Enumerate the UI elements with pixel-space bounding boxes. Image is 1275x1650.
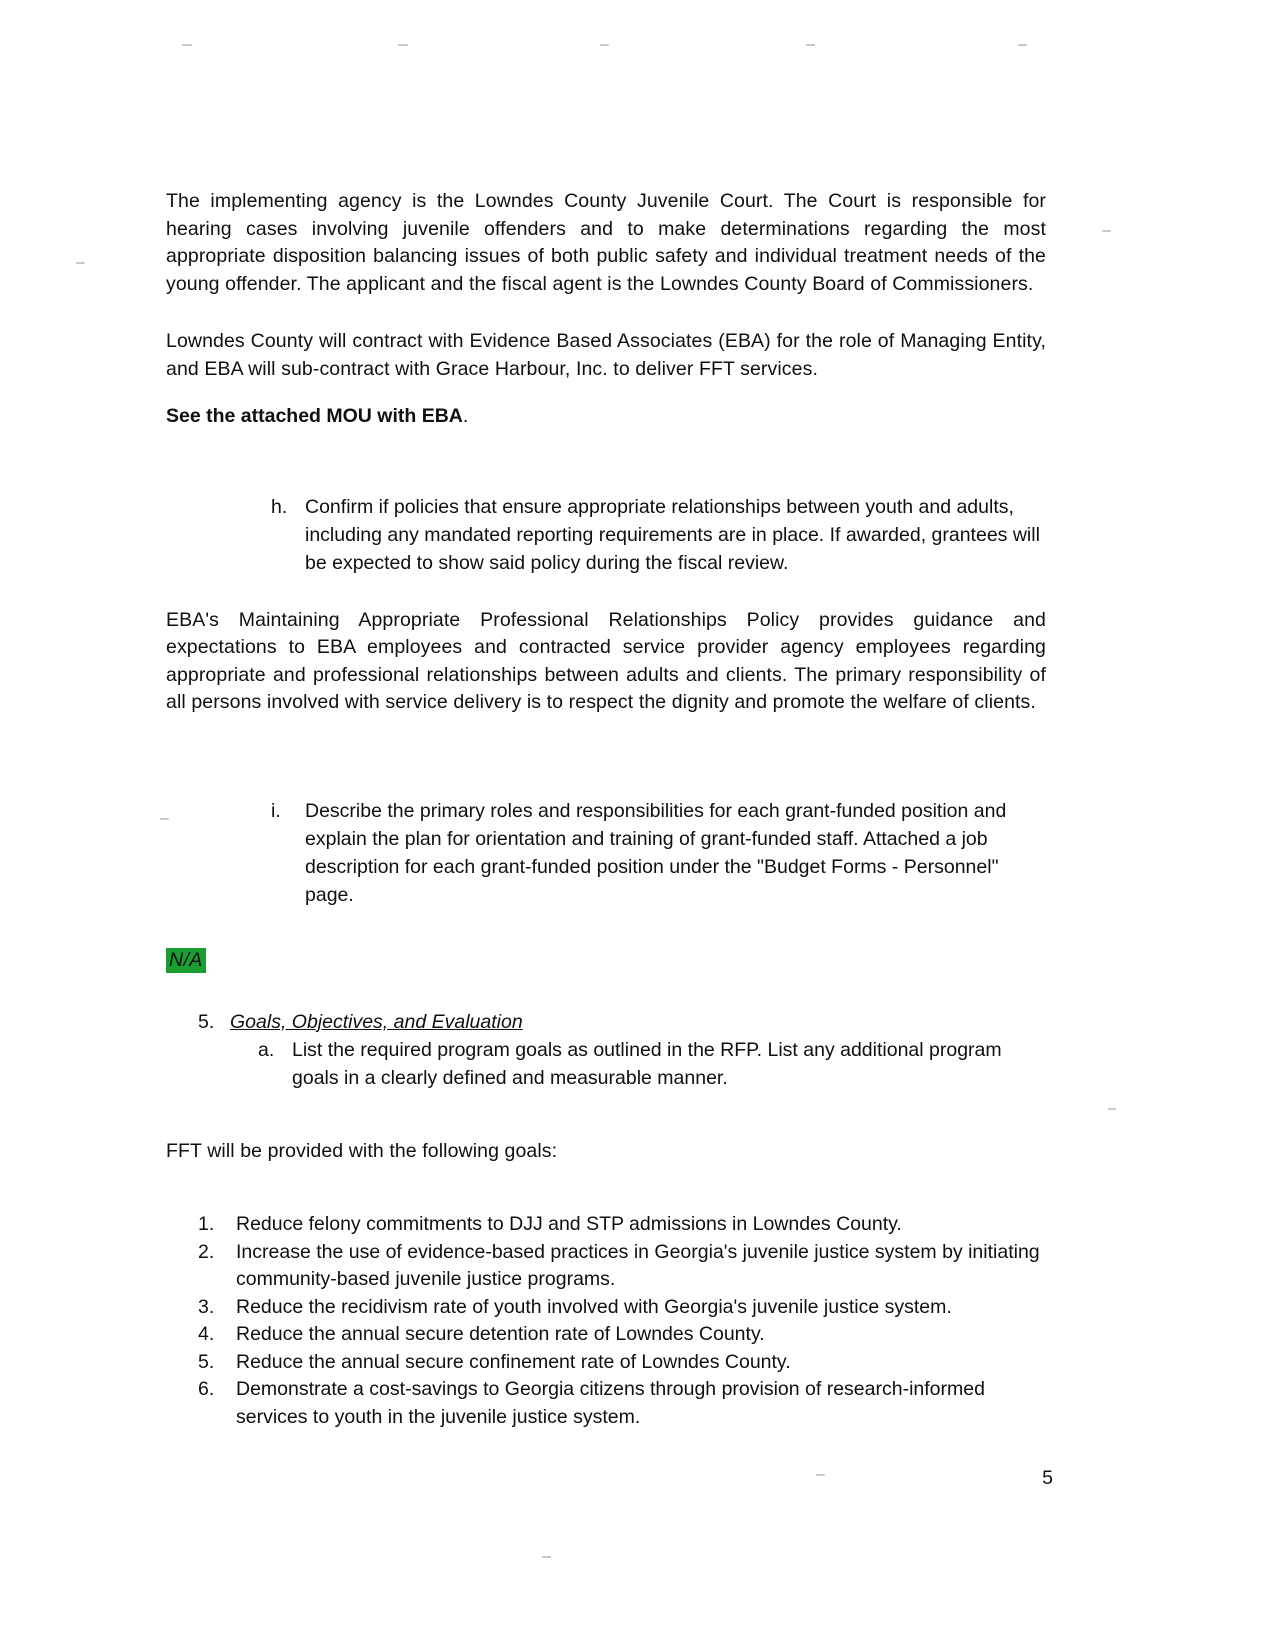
list-item	[198, 1239, 1046, 1294]
goal-text: Increase the use of evidence-based practices in Georgia's juvenile justice system by initiating community-based juvenile justice programs.	[236, 1240, 1040, 1290]
goal-marker: 1.	[198, 1213, 215, 1235]
scan-artifact	[182, 44, 192, 46]
section-5-marker: 5.	[198, 1010, 215, 1033]
sub-item-i-text: Describe the primary roles and responsibilities for each grant-funded position and explain the plan for orientation and training of grant-funded staff. Attached a job description for each grant-funded position under the "Budget Forms - Personnel" page.	[305, 799, 1007, 906]
paragraph-fft-goals-intro: FFT will be provided with the following goals:	[166, 1139, 558, 1162]
na-annotation-line	[166, 947, 1046, 974]
spacer	[166, 1092, 1046, 1138]
scan-artifact	[1102, 230, 1111, 232]
goal-marker: 5.	[198, 1350, 215, 1373]
goal-text: Reduce the annual secure detention rate of Lowndes County.	[236, 1323, 765, 1345]
see-attached-mou-text: See the attached MOU with EBA	[166, 405, 463, 427]
spacer	[166, 909, 1046, 939]
sub-item-h	[271, 493, 1046, 577]
section-5-title: Goals, Objectives, and Evaluation	[230, 1010, 523, 1033]
goal-marker: 3.	[198, 1295, 215, 1318]
spacer	[166, 577, 1046, 607]
goal-text: Demonstrate a cost-savings to Georgia citizens through provision of research-informed services to youth in the juvenile justice system.	[236, 1378, 985, 1428]
paragraph-contract-eba: Lowndes County will contract with Evidence Based Associates (EBA) for the role of Managing Entity, and EBA will sub-contract with Grace Harbour, Inc. to deliver FFT services.	[166, 330, 1046, 380]
list-item	[198, 1376, 1046, 1431]
scan-artifact	[76, 262, 85, 264]
scan-artifact	[816, 1474, 825, 1476]
sub-item-i-marker: i.	[271, 799, 281, 822]
section-5-item-a-text: List the required program goals as outlined in the RFP. List any additional program goals in a clearly defined and measurable manner.	[292, 1038, 1002, 1089]
scan-artifact	[542, 1556, 551, 1558]
goal-marker: 4.	[198, 1323, 215, 1345]
see-attached-mou-period: .	[462, 405, 469, 427]
section-5-heading	[198, 1008, 1046, 1036]
scan-artifact	[1108, 1108, 1116, 1110]
spacer	[166, 717, 1046, 779]
goals-list	[166, 1211, 1046, 1431]
spacer	[166, 383, 1046, 403]
spacer	[166, 939, 1046, 947]
scan-artifact	[398, 44, 408, 46]
document-body	[166, 188, 1046, 1431]
scan-artifact	[1018, 44, 1027, 46]
paragraph-implementing-agency: The implementing agency is the Lowndes County Juvenile Court. The Court is responsible for hearing cases involving juvenile offenders and to make determinations regarding the most appropriate disposition balancing issues of both public safety and individual treatment needs of the young offender. The applicant and the fiscal agent is the Lowndes County Board of Commissioners.	[166, 190, 1046, 295]
section-5-item-a	[258, 1036, 1048, 1092]
list-item	[198, 1211, 1046, 1239]
scan-artifact	[600, 44, 609, 46]
goal-marker: 6.	[198, 1378, 215, 1400]
page-number: 5	[1042, 1467, 1053, 1489]
goal-text: Reduce the annual secure confinement rate of Lowndes County.	[236, 1350, 791, 1373]
sub-item-h-text: Confirm if policies that ensure appropriate relationships between youth and adults, including any mandated reporting requirements are in place. If awarded, grantees will be expected to show said policy during the fiscal review.	[305, 495, 1040, 574]
spacer	[166, 779, 1046, 797]
paragraph-see-attached-mou	[166, 403, 1046, 431]
list-item	[198, 1294, 1046, 1322]
spacer	[166, 974, 1046, 1004]
list-item	[198, 1349, 1046, 1377]
goal-text: Reduce the recidivism rate of youth involved with Georgia's juvenile justice system.	[236, 1295, 952, 1318]
sub-item-h-marker: h.	[271, 495, 288, 518]
goal-marker: 2.	[198, 1240, 215, 1263]
paragraph-eba-policy: EBA's Maintaining Appropriate Professional Relationships Policy provides guidance and expectations to EBA employees and contracted service provider agency employees regarding appropriate and professional relationships between adults and clients. The primary responsibility of all persons involved with service delivery is to respect the dignity and promote the welfare of clients.	[166, 608, 1046, 713]
sub-item-i	[271, 797, 1046, 909]
scan-artifact	[806, 44, 815, 46]
list-item	[198, 1321, 1046, 1349]
na-highlighted-marker: N/A	[166, 948, 206, 973]
section-5-item-a-marker: a.	[258, 1038, 275, 1061]
spacer	[166, 1165, 1046, 1211]
goal-text: Reduce felony commitments to DJJ and STP admissions in Lowndes County.	[236, 1213, 902, 1235]
spacer	[166, 431, 1046, 493]
spacer	[166, 298, 1046, 328]
